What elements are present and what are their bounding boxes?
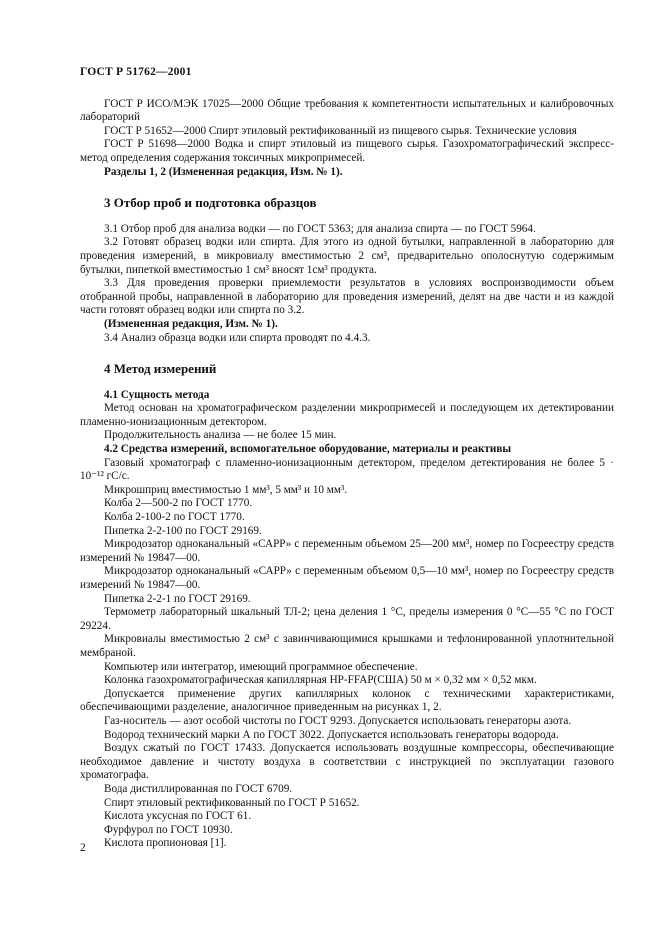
section-3-heading: 3 Отбор проб и подготовка образцов — [104, 195, 317, 211]
equipment-item: Колонка газохроматографическая капиллярная HP-FFAP(США) 50 м × 0,32 мм × 0,52 мкм. — [104, 674, 537, 687]
equipment-item: Колба 2-100-2 по ГОСТ 1770. — [104, 511, 245, 524]
paragraph-3-1: 3.1 Отбор проб для анализа водки — по ГОСТ 5363; для анализа спирта — по ГОСТ 5964. — [104, 222, 536, 235]
ref-paragraph: ГОСТ Р ИСО/МЭК 17025—2000 Общие требования к компетентности испытательных и калибровочных лабораторий — [80, 97, 614, 124]
equipment-item: Пипетка 2-2-1 по ГОСТ 29169. — [104, 592, 251, 605]
section-3-amendment-note: (Измененная редакция, Изм. № 1). — [104, 317, 278, 330]
subsection-4-2-heading: 4.2 Средства измерений, вспомогательное оборудование, материалы и реактивы — [104, 443, 512, 456]
section-4-heading: 4 Метод измерений — [104, 361, 217, 377]
equipment-item: Фурфурол по ГОСТ 10930. — [104, 823, 233, 836]
equipment-item: Микрошприц вместимостью 1 мм³, 5 мм³ и 10 мм³. — [104, 483, 348, 496]
refs-amendment-note: Разделы 1, 2 (Измененная редакция, Изм. № 1). — [104, 165, 343, 178]
paragraph-3-2: 3.2 Готовят образец водки или спирта. Для этого из одной бутылки, направленной в лабораторию для проведения измерений, в микровиалу вместимостью 2 см³, предварительно ополоснутую содержимым бутылки, пипеткой вместимостью 1 см³ вносят 1см³ продукта. — [80, 236, 614, 276]
equipment-item: Допускается применение других капиллярных колонок с техническими характеристиками, обеспечивающими разделение, аналогичное приведенным на рисунках 1, 2. — [80, 687, 614, 714]
equipment-item: Термометр лабораторный шкальный ТЛ-2; цена деления 1 °С, пределы измерения 0 °С—55 °С по ГОСТ 29224. — [80, 606, 614, 632]
paragraph-3-3: 3.3 Для проведения проверки приемлемости результатов в условиях воспроизводимости объем отобранной пробы, направленной в лабораторию для проведения измерений, делят на две части и из каждой части готовят образец водки или спирта по 3.2. — [80, 277, 614, 317]
equipment-item: Вода дистиллированная по ГОСТ 6709. — [104, 782, 293, 795]
document-page — [80, 66, 614, 851]
equipment-item: Газ-носитель — азот особой чистоты по ГОСТ 9293. Допускается использовать генераторы азота. — [104, 714, 572, 727]
paragraph-3-4: 3.4 Анализ образца водки или спирта проводят по 4.4.3. — [104, 331, 371, 344]
equipment-item: Водород технический марки А по ГОСТ 3022. Допускается использовать генераторы водорода. — [104, 728, 559, 741]
document-header: ГОСТ Р 51762—2001 — [80, 66, 192, 78]
equipment-item: Кислота пропионовая [1]. — [104, 837, 227, 850]
equipment-item: Колба 2—500-2 по ГОСТ 1770. — [104, 497, 253, 510]
subsection-4-1-heading: 4.1 Сущность метода — [104, 388, 210, 401]
paragraph-4-1-method: Метод основан на хроматографическом разделении микропримесей и последующем их детектировании пламенно-ионизационным детектором. — [80, 402, 614, 428]
ref-paragraph: ГОСТ Р 51652—2000 Спирт этиловый ректификованный из пищевого сырья. Технические условия — [104, 124, 577, 137]
equipment-item: Спирт этиловый ректификованный по ГОСТ Р 51652. — [104, 796, 360, 809]
equipment-item: Компьютер или интегратор, имеющий программное обеспечение. — [104, 660, 418, 673]
equipment-item: Микровиалы вместимостью 2 см³ с завинчивающимися крышками и тефлонированной уплотнительной мембраной. — [80, 633, 614, 659]
ref-paragraph: ГОСТ Р 51698—2000 Водка и спирт этиловый из пищевого сырья. Газохроматографический экспресс-метод определения содержания токсичных микропримесей. — [80, 138, 614, 164]
page-number: 2 — [80, 842, 86, 854]
equipment-item: Воздух сжатый по ГОСТ 17433. Допускается использовать воздушные компрессоры, обеспечивающие необходимое давление и чистоту воздуха в соответствии с инструкцией по эксплуатации газового хроматографа. — [80, 742, 614, 782]
equipment-item: Кислота уксусная по ГОСТ 61. — [104, 810, 252, 823]
equipment-item: Газовый хроматограф с пламенно-ионизационным детектором, пределом детектирования не более 5 · 10⁻¹² гС/с. — [80, 456, 614, 483]
equipment-item: Микродозатор одноканальный «САРР» с переменным объемом 25—200 мм³, номер по Госреестру средств измерений № 19847—00. — [80, 538, 614, 564]
equipment-item: Микродозатор одноканальный «САРР» с переменным объемом 0,5—10 мм³, номер по Госреестру средств измерений № 19847—00. — [80, 565, 614, 591]
paragraph-4-1-duration: Продолжительность анализа — не более 15 мин. — [104, 429, 337, 442]
equipment-item: Пипетка 2-2-100 по ГОСТ 29169. — [104, 524, 262, 537]
